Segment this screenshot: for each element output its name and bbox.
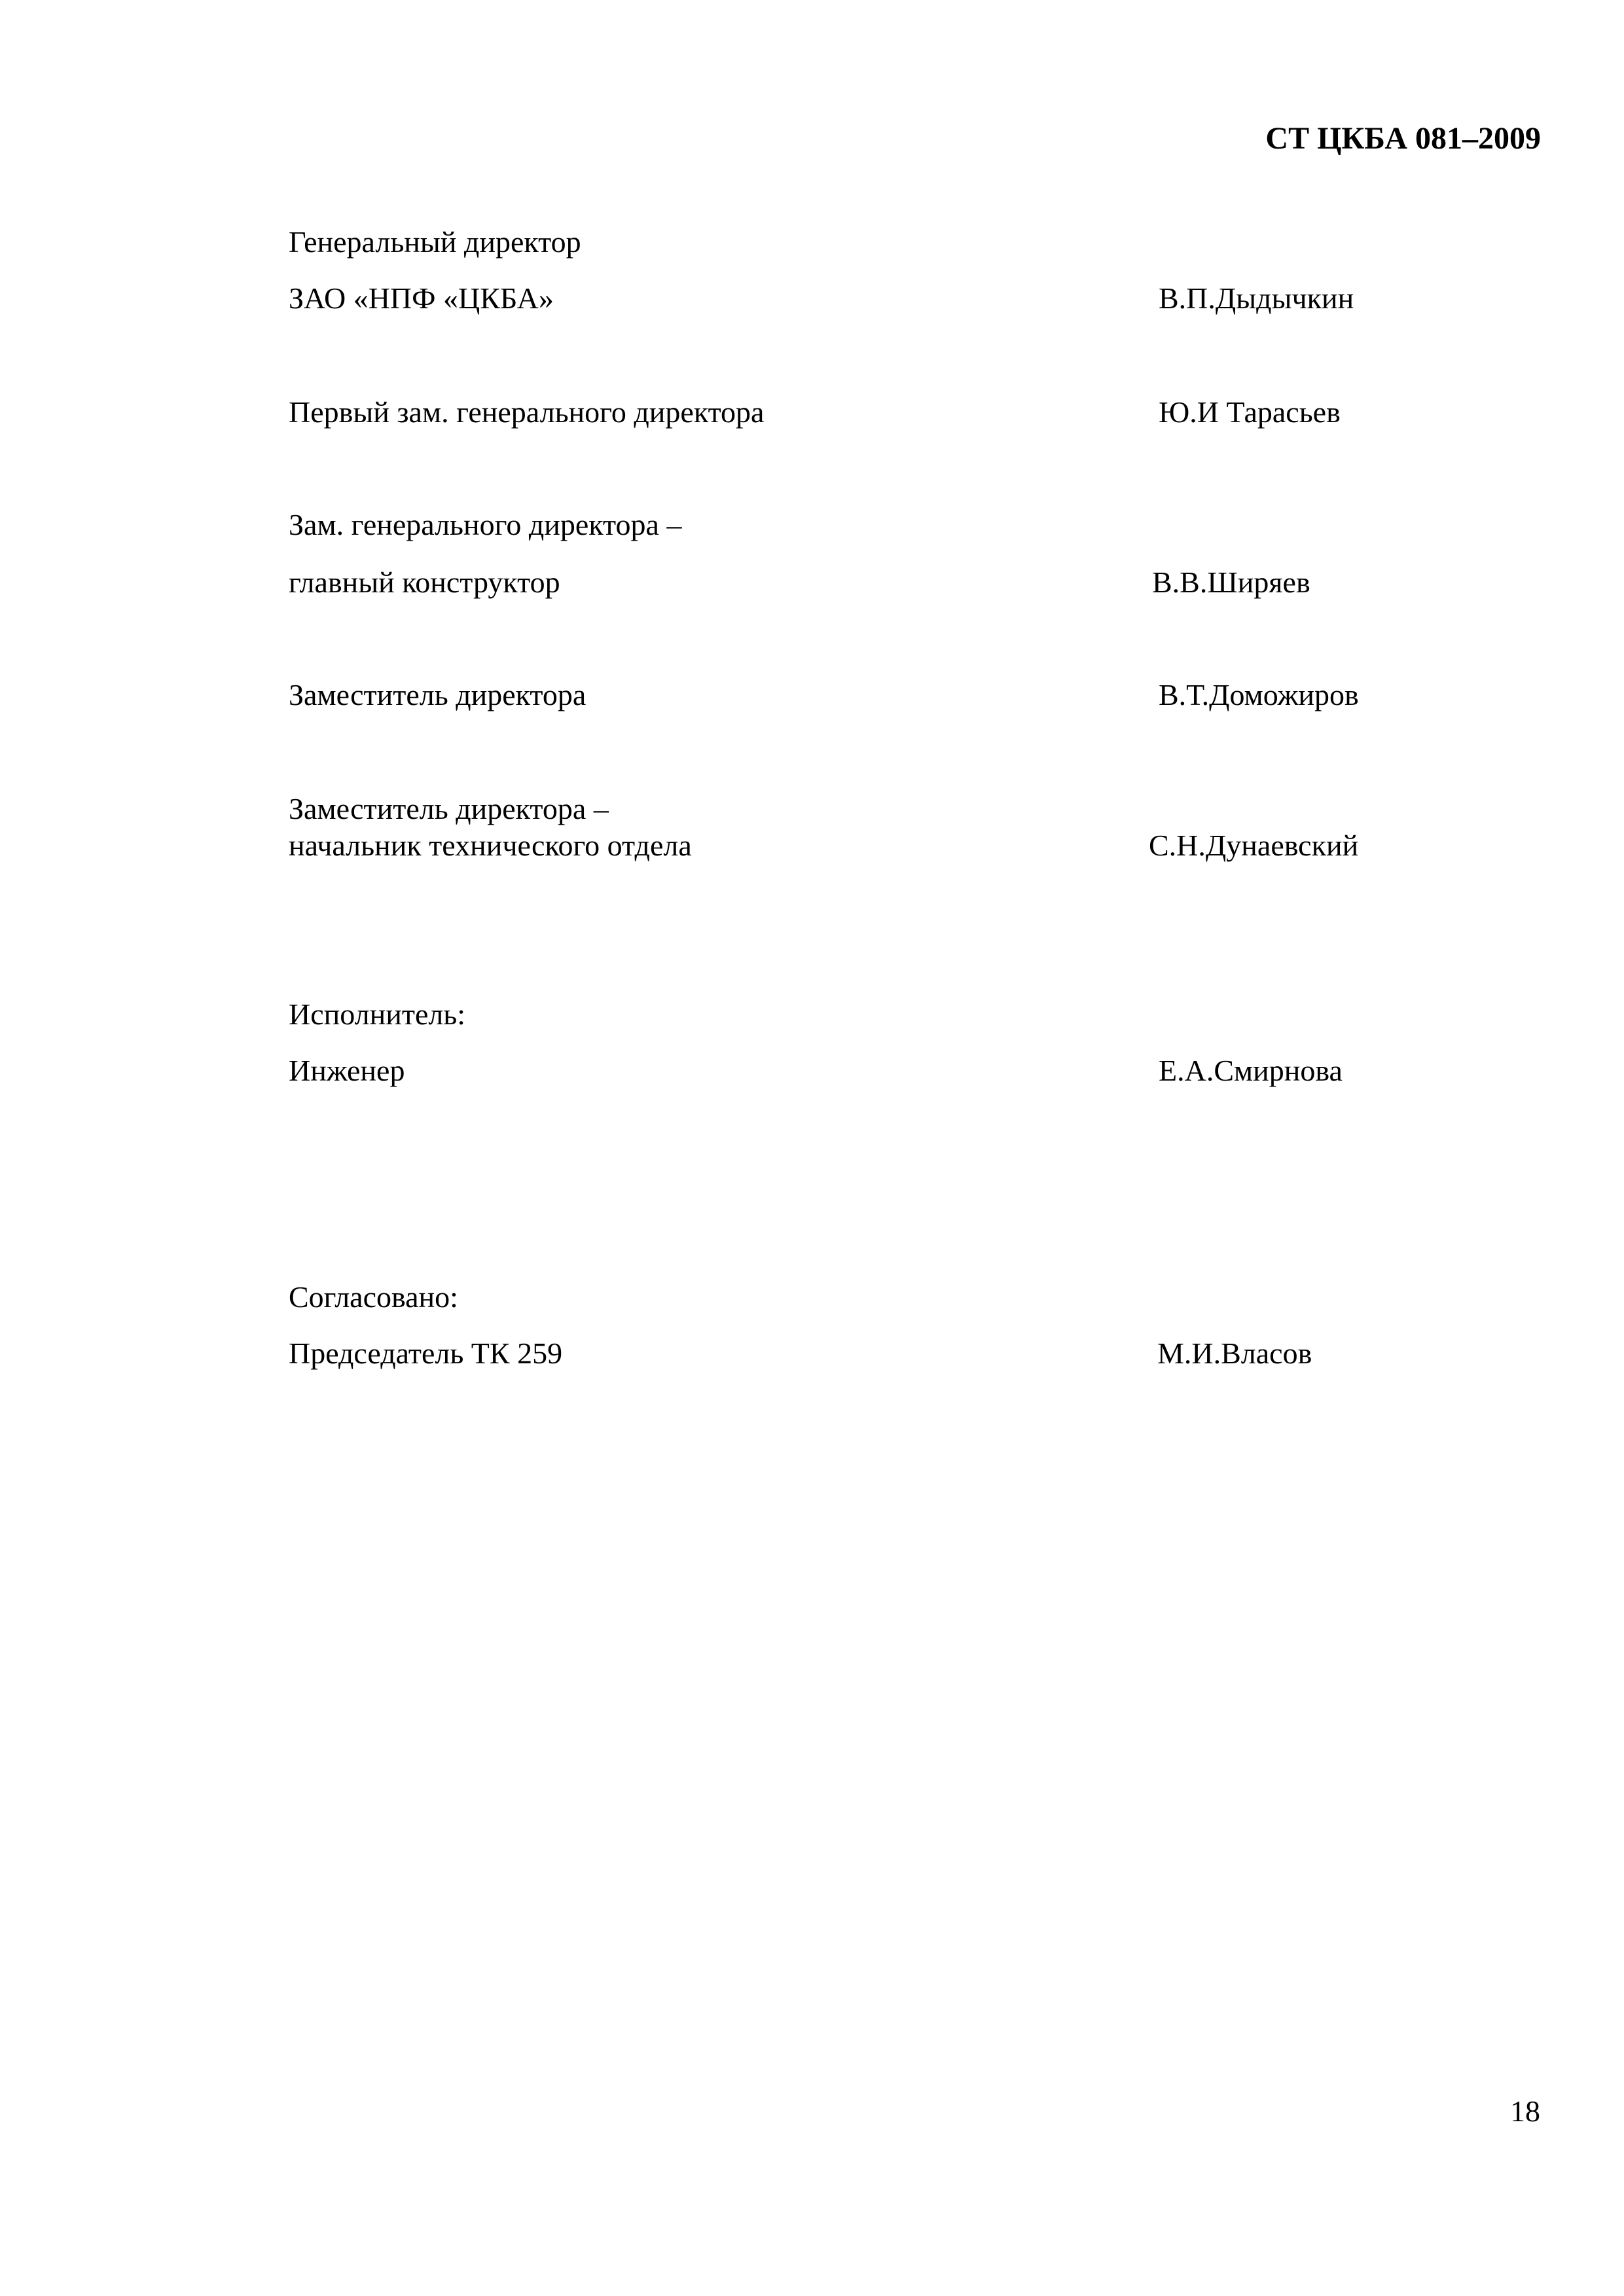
- signatory-2-name: Ю.И Тарасьев: [1159, 395, 1341, 429]
- signatory-4-name: В.Т.Доможиров: [1159, 678, 1359, 711]
- signatory-1-name: В.П.Дыдычкин: [1159, 281, 1354, 315]
- executor-heading: Исполнитель:: [289, 997, 466, 1031]
- signatory-4-title-line-1: Заместитель директора: [289, 678, 586, 711]
- executor-title: Инженер: [289, 1054, 405, 1087]
- signatory-5-name: С.Н.Дунаевский: [1149, 829, 1359, 862]
- document-code: СТ ЦКБА 081–2009: [1265, 121, 1541, 156]
- page-number: 18: [1510, 2094, 1540, 2128]
- signatory-3-title-line-1: Зам. генерального директора –: [289, 508, 682, 541]
- agreed-name: М.И.Власов: [1157, 1336, 1312, 1370]
- signatory-3-title-line-2: главный конструктор: [289, 565, 560, 599]
- signatory-5-title-line-2: начальник технического отдела: [289, 829, 692, 862]
- signatory-2-title-line-1: Первый зам. генерального директора: [289, 395, 765, 429]
- signatory-5-title-line-1: Заместитель директора –: [289, 792, 609, 825]
- agreed-heading: Согласовано:: [289, 1280, 458, 1314]
- signatory-1-title-line-1: Генеральный директор: [289, 225, 581, 259]
- agreed-title: Председатель ТК 259: [289, 1336, 563, 1370]
- signatory-3-name: В.В.Ширяев: [1152, 565, 1310, 599]
- signatory-1-title-line-2: ЗАО «НПФ «ЦКБА»: [289, 281, 554, 315]
- executor-name: Е.А.Смирнова: [1159, 1054, 1343, 1087]
